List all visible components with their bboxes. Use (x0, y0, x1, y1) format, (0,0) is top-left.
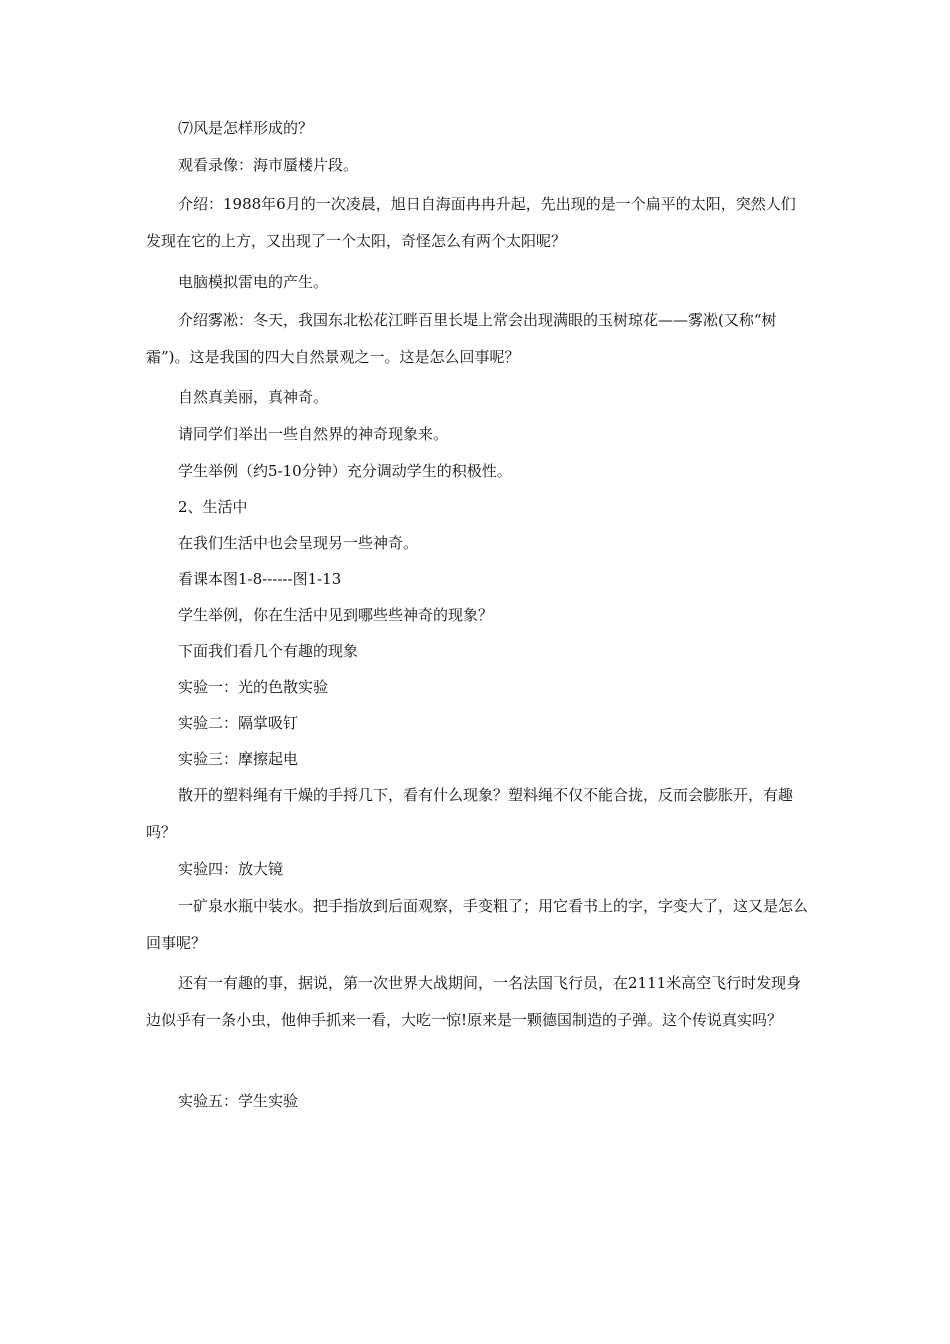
paragraph-mirage-video: 观看录像：海市蜃楼片段。 (178, 156, 359, 174)
paragraph-life-wonders: 在我们生活中也会呈现另一些神奇。 (178, 534, 419, 552)
paragraph-rime: 介绍雾凇：冬天，我国东北松花江畔百里长堤上常会出现满眼的玉树琼花——雾凇(又称“树霜”)。这是我国的四大自然景观之一。这是怎么回事呢？ (146, 311, 777, 366)
paragraph-thunder-simulation: 电脑模拟雷电的产生。 (178, 273, 329, 291)
paragraph-nature-beauty: 自然真美丽，真神奇。 (178, 388, 329, 406)
paragraph-student-life-examples: 学生举例，你在生活中见到哪些些神奇的现象？ (178, 606, 494, 624)
paragraph-student-prompt: 请同学们举出一些自然界的神奇现象来。 (178, 425, 449, 443)
paragraph-water-bottle: 一矿泉水瓶中装水。把手指放到后面观察，手变粗了；用它看书上的字，字变大了，这又是怎么回事呢？ (146, 897, 809, 952)
paragraph-plastic-rope: 散开的塑料绳有干燥的手捋几下，看有什么现象？塑料绳不仅不能合拢，反而会膨胀开，有趣吗？ (146, 786, 794, 841)
paragraph-wind-question: ⑺风是怎样形成的？ (178, 119, 314, 137)
experiment-1: 实验一：光的色散实验 (178, 678, 329, 696)
paragraph-textbook-figures: 看课本图1-8------图1-13 (178, 570, 342, 588)
experiment-3: 实验三：摩擦起电 (178, 750, 299, 768)
paragraph-pilot-story: 还有一有趣的事，据说，第一次世界大战期间，一名法国飞行员，在2111米高空飞行时发现身边似乎有一条小虫，他伸手抓来一看，大吃一惊!原来是一颗德国制造的子弹。这个传说真实吗？ (146, 974, 802, 1029)
paragraph-student-examples: 学生举例（约5-10分钟）充分调动学生的积极性。 (178, 462, 512, 480)
paragraph-two-suns: 介绍：1988年6月的一次凌晨，旭日自海面冉冉升起，先出现的是一个扁平的太阳，突然人们发现在它的上方，又出现了一个太阳，奇怪怎么有两个太阳呢？ (146, 195, 796, 250)
experiment-4: 实验四：放大镜 (178, 860, 284, 878)
experiment-5: 实验五：学生实验 (178, 1092, 299, 1110)
paragraph-interesting-phenomena: 下面我们看几个有趣的现象 (178, 642, 359, 660)
section-heading-life: 2、生活中 (178, 498, 248, 516)
experiment-2: 实验二：隔掌吸钉 (178, 714, 299, 732)
